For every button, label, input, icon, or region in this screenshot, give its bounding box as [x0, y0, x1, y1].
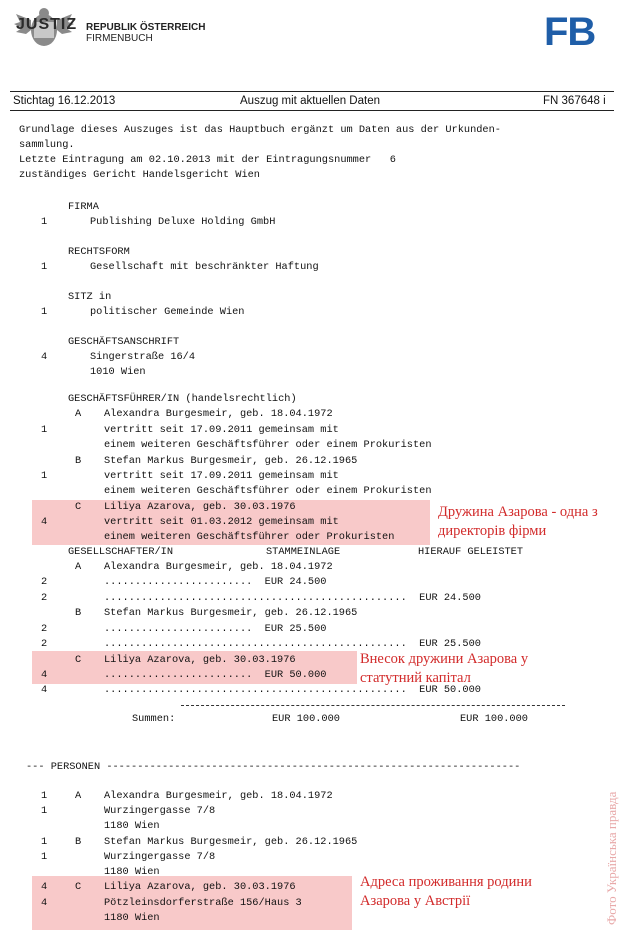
intro-line-2: sammlung. [19, 139, 75, 151]
manager-b-line2: einem weiteren Geschäftsführer oder einem Prokuristen [104, 485, 432, 497]
manager-a-line2: einem weiteren Geschäftsführer oder einem Prokuristen [104, 439, 432, 451]
justiz-wordmark: JUSTIZ [16, 16, 78, 33]
person-a-street: Wurzingergasse 7/8 [104, 805, 216, 817]
shareholder-b-num1: 2 [41, 623, 48, 635]
shareholders-label: GESELLSCHAFTER/IN [68, 546, 174, 558]
person-c-name: Liliya Azarova, geb. 30.03.1976 [104, 881, 296, 893]
stichtag: Stichtag 16.12.2013 [13, 95, 116, 107]
fn-number: FN 367648 i [543, 95, 606, 107]
manager-c-line2: einem weiteren Geschäftsführer oder Prokuristen [104, 531, 395, 543]
person-c-letter: C [75, 881, 82, 893]
annotation-address: Адреса проживання родини Азарова у Австрії [360, 874, 532, 909]
manager-a-name: Alexandra Burgesmeir, geb. 18.04.1972 [104, 408, 333, 420]
person-b-street: Wurzingergasse 7/8 [104, 851, 216, 863]
person-a-name: Alexandra Burgesmeir, geb. 18.04.1972 [104, 790, 333, 802]
shareholder-b-geleistet: ................................................. EUR 25.500 [104, 638, 481, 650]
sitz-label: SITZ in [68, 291, 112, 303]
shareholder-a-num1: 2 [41, 576, 48, 588]
persons-header: --- PERSONEN ------------------------------------------------------------------- [26, 762, 521, 773]
summen-stamm: EUR 100.000 [272, 713, 340, 725]
person-a-letter: A [75, 790, 82, 802]
person-a-num: 1 [41, 790, 48, 802]
rechtsform-num: 1 [41, 261, 48, 273]
manager-c-name: Liliya Azarova, geb. 30.03.1976 [104, 501, 296, 513]
person-b-name: Stefan Markus Burgesmeir, geb. 26.12.1965 [104, 836, 358, 848]
manager-b-line1: vertritt seit 17.09.2011 gemeinsam mit [104, 470, 339, 482]
shareholder-c-name: Liliya Azarova, geb. 30.03.1976 [104, 654, 296, 666]
shareholder-b-name: Stefan Markus Burgesmeir, geb. 26.12.1965 [104, 607, 358, 619]
manager-c-letter: C [75, 501, 82, 513]
shareholder-b-num2: 2 [41, 638, 48, 650]
person-c-num: 4 [41, 881, 48, 893]
anschrift-city: 1010 Wien [90, 366, 146, 378]
manager-b-name: Stefan Markus Burgesmeir, geb. 26.12.1965 [104, 455, 358, 467]
shareholder-b-stamm: ........................ EUR 25.500 [104, 623, 327, 635]
rechtsform-label: RECHTSFORM [68, 246, 130, 258]
shareholder-a-name: Alexandra Burgesmeir, geb. 18.04.1972 [104, 561, 333, 573]
person-c-city: 1180 Wien [104, 912, 160, 924]
manager-c-line1: vertritt seit 01.03.2012 gemeinsam mit [104, 516, 339, 528]
annotation-wife-director: Дружина Азарова - одна з директорів фірми [438, 504, 598, 539]
person-a-num2: 1 [41, 805, 48, 817]
shareholder-a-geleistet: ................................................. EUR 24.500 [104, 592, 481, 604]
shareholder-c-letter: C [75, 654, 82, 666]
shareholder-c-num2: 4 [41, 684, 48, 696]
person-b-num: 1 [41, 836, 48, 848]
summen-geleistet: EUR 100.000 [460, 713, 528, 725]
rechtsform-value: Gesellschaft mit beschränkter Haftung [90, 261, 319, 273]
col-stammeinlage: STAMMEINLAGE [266, 546, 341, 558]
extract-type: Auszug mit aktuellen Daten [240, 95, 380, 107]
manager-b-letter: B [75, 455, 82, 467]
intro-line-3: Letzte Eintragung am 02.10.2013 mit der Eintragungsnummer 6 [19, 154, 396, 166]
manager-a-num: 1 [41, 424, 48, 436]
col-geleistet: HIERAUF GELEISTET [418, 546, 524, 558]
person-b-num2: 1 [41, 851, 48, 863]
photo-credit: Фото Українська правда [604, 791, 619, 925]
intro-line-4: zuständiges Gericht Handelsgericht Wien [19, 169, 260, 181]
sitz-num: 1 [41, 306, 48, 318]
shareholder-c-geleistet: ................................................. EUR 50.000 [104, 684, 481, 696]
shareholder-a-letter: A [75, 561, 82, 573]
registry-label: FIRMENBUCH [86, 33, 153, 44]
anschrift-street: Singerstraße 16/4 [90, 351, 196, 363]
shareholder-c-num1: 4 [41, 669, 48, 681]
sitz-value: politischer Gemeinde Wien [90, 306, 245, 318]
shareholder-a-num2: 2 [41, 592, 48, 604]
anschrift-label: GESCHÄFTSANSCHRIFT [68, 336, 180, 348]
annotation-wife-share: Внесок дружини Азарова у статутний капітал [360, 651, 529, 686]
managers-label: GESCHÄFTSFÜHRER/IN (handelsrechtlich) [68, 393, 297, 405]
summen-label: Summen: [132, 713, 176, 725]
person-c-num2: 4 [41, 897, 48, 909]
person-b-letter: B [75, 836, 82, 848]
person-b-city: 1180 Wien [104, 866, 160, 878]
manager-a-line1: vertritt seit 17.09.2011 gemeinsam mit [104, 424, 339, 436]
republic-label: REPUBLIK ÖSTERREICH [86, 22, 206, 33]
fb-logo: FB [544, 10, 596, 54]
anschrift-num: 4 [41, 351, 48, 363]
manager-b-num: 1 [41, 470, 48, 482]
firma-value: Publishing Deluxe Holding GmbH [90, 216, 276, 228]
shareholder-c-stamm: ........................ EUR 50.000 [104, 669, 327, 681]
intro-line-1: Grundlage dieses Auszuges ist das Hauptbuch ergänzt um Daten aus der Urkunden- [19, 124, 501, 136]
summen-divider [181, 705, 565, 706]
manager-c-num: 4 [41, 516, 48, 528]
top-divider [10, 91, 614, 92]
sub-divider [10, 110, 614, 111]
person-c-street: Pötzleinsdorferstraße 156/Haus 3 [104, 897, 302, 909]
firma-label: FIRMA [68, 201, 99, 213]
person-a-city: 1180 Wien [104, 820, 160, 832]
firma-num: 1 [41, 216, 48, 228]
manager-a-letter: A [75, 408, 82, 420]
shareholder-a-stamm: ........................ EUR 24.500 [104, 576, 327, 588]
shareholder-b-letter: B [75, 607, 82, 619]
